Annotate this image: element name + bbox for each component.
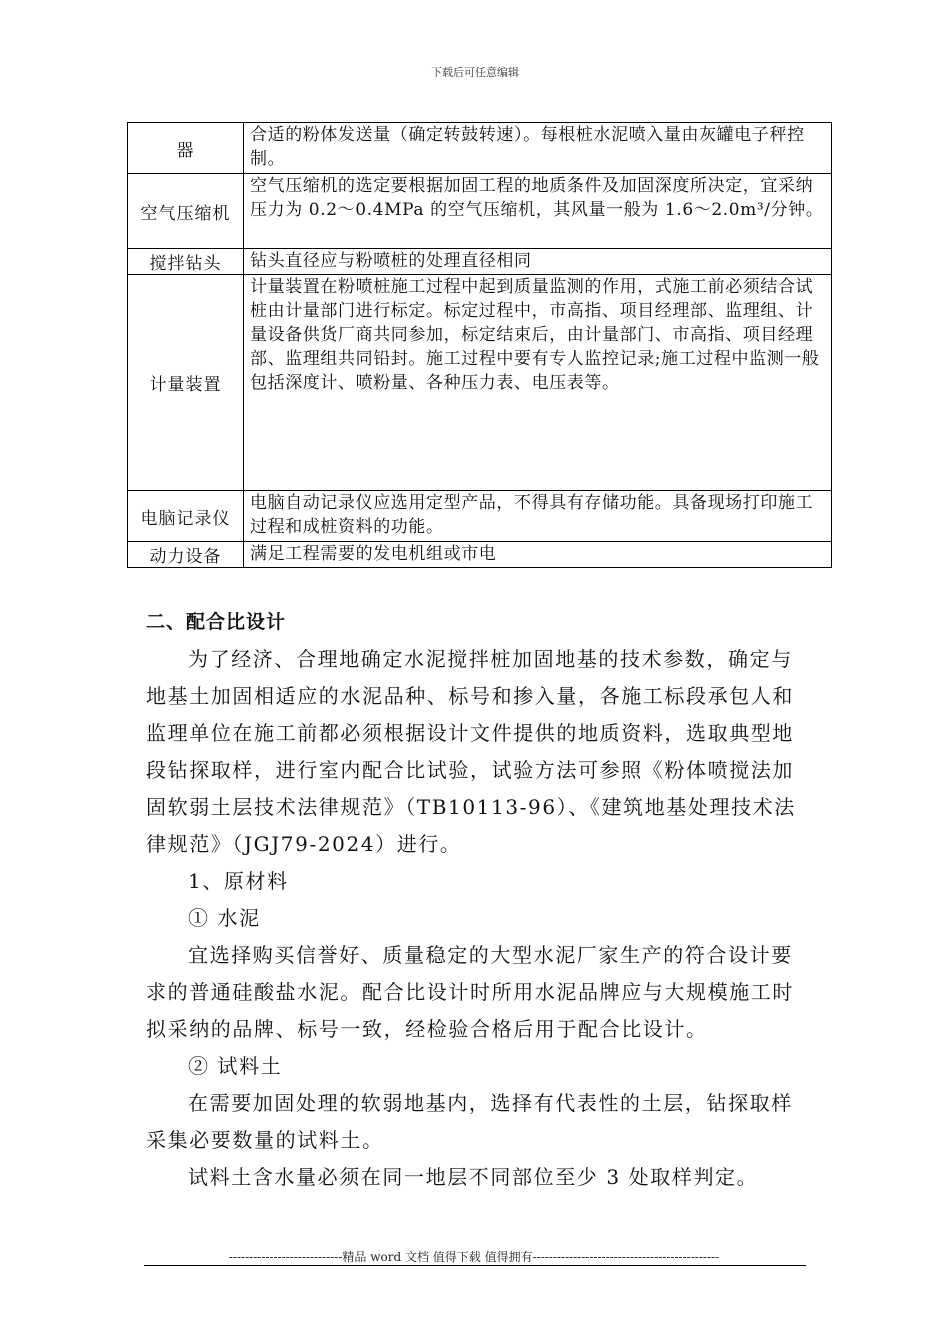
paragraph: 试料土含水量必须在同一地层不同部位至少 3 处取样判定。: [188, 1165, 759, 1189]
equipment-name-cell: 动力设备: [128, 542, 244, 568]
paragraph: 宜选择购买信誉好、质量稳定的大型水泥厂家生产的符合设计要求的普通硅酸盐水泥。配合比设计时所用水泥品牌应与大规模施工时拟采纳的品牌、标号一致，经检验合格后用于配合比设计。: [146, 943, 794, 1041]
table-row: [128, 275, 832, 491]
equipment-name-cell: 电脑记录仪: [128, 491, 244, 542]
equipment-name-cell: 搅拌钻头: [128, 249, 244, 275]
section-title: 二、配合比设计: [146, 611, 287, 633]
table-row: [128, 249, 832, 275]
equipment-desc-cell: 合适的粉体发送量（确定转鼓转速）。每根桩水泥喷入量由灰罐电子秤控制。: [244, 123, 832, 174]
page-footer: ----------------------------精品 word 文档 值得下载 值得拥有----------------------------------------------: [228, 1250, 720, 1264]
equipment-desc-cell: 电脑自动记录仪应选用定型产品，不得具有存储功能。具备现场打印施工过程和成桩资料的功能。: [244, 491, 832, 542]
equipment-desc-cell: 钻头直径应与粉喷桩的处理直径相同: [244, 249, 832, 275]
equipment-desc-cell: 计量装置在粉喷桩施工过程中起到质量监测的作用，式施工前必须结合试桩由计量部门进行标定。标定过程中，市高指、项目经理部、监理组、计量设备供货厂商共同参加，标定结束后，由计量部门、市高指、项目经理部、监理组共同铅封。施工过程中要有专人监控记录;施工过程中监测一般包括深度计、喷粉量、各种压力表、电压表等。: [244, 275, 832, 491]
paragraph: 在需要加固处理的软弱地基内，选择有代表性的土层，钻探取样采集必要数量的试料土。: [146, 1091, 793, 1152]
subheading: 1、原材料: [188, 869, 289, 893]
subheading: ② 试料土: [188, 1054, 283, 1078]
paragraph: 为了经济、合理地确定水泥搅拌桩加固地基的技术参数，确定与地基土加固相适应的水泥品种、标号和掺入量，各施工标段承包人和监理单位在施工前都必须根据设计文件提供的地质资料，选取典型地段钻探取样，进行室内配合比试验，试验方法可参照《粉体喷搅法加固软弱土层技术法律规范》（TB10113-96）、《建筑地基处理技术法律规范》（JGJ79-2024）进行。: [146, 647, 796, 856]
equipment-table: [127, 122, 832, 568]
equipment-name-cell: 空气压缩机: [128, 174, 244, 249]
equipment-desc-cell: 满足工程需要的发电机组或市电: [244, 542, 832, 568]
equipment-desc-cell: 空气压缩机的选定要根据加固工程的地质条件及加固深度所决定，宜采纳压力为 0.2～0.4MPa 的空气压缩机，其风量一般为 1.6～2.0m³/分钟。: [244, 174, 832, 249]
page-header: 下载后可任意编辑: [431, 66, 519, 79]
table-row: [128, 174, 832, 249]
equipment-name-cell: 计量装置: [128, 275, 244, 491]
table-row: [128, 123, 832, 174]
table-row: [128, 542, 832, 568]
table-row: [128, 491, 832, 542]
equipment-name-cell: 器: [128, 123, 244, 174]
subheading: ① 水泥: [188, 906, 261, 930]
footer-divider: [144, 1265, 806, 1266]
body-text: [146, 641, 801, 1196]
